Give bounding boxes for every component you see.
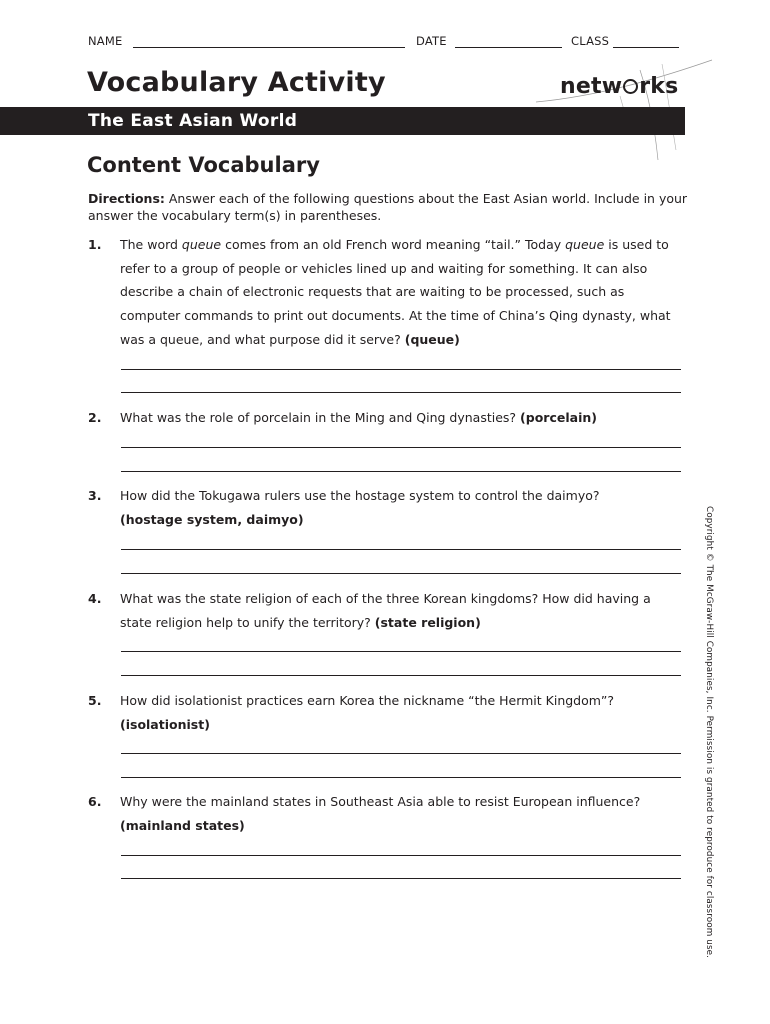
directions-text: Answer each of the following questions about the East Asian world. Include in your answer the vocabulary term(s) in parentheses. [88, 191, 688, 223]
vocab-term: (queue) [404, 331, 460, 347]
question-text: How did isolationist practices earn Korea the nickname “the Hermit Kingdom”? (isolationist) [120, 693, 615, 732]
answer-line[interactable] [121, 369, 681, 370]
question-text: What was the state religion of each of the three Korean kingdoms? How did having a state religion help to unify the territory? (state religion) [120, 591, 651, 630]
question-number: 5. [88, 693, 102, 708]
answer-line[interactable] [121, 471, 681, 472]
vocab-term: (mainland states) [120, 817, 245, 833]
question-number: 6. [88, 794, 102, 809]
class-label: CLASS [571, 34, 610, 48]
name-label: NAME [88, 34, 123, 48]
name-field[interactable] [133, 47, 405, 48]
answer-line[interactable] [121, 878, 681, 879]
directions-label: Directions: [88, 191, 165, 206]
directions [88, 190, 688, 224]
date-field[interactable] [455, 47, 562, 48]
answer-line[interactable] [121, 855, 681, 856]
vocab-term: (hostage system, daimyo) [120, 511, 304, 527]
answer-line[interactable] [121, 651, 681, 652]
question-text: The word queue comes from an old French word meaning “tail.” Today queue is used to refer to a group of people or vehicles lined up and waiting for something. It can also describe a chain of electronic requests that are waiting to be processed, such as computer commands to print out documents. At the time of China’s Qing dynasty, what was a queue, and what purpose did it serve? (queue) [120, 237, 671, 347]
vocab-term: (state religion) [374, 614, 481, 630]
answer-line[interactable] [121, 447, 681, 448]
page-title: Vocabulary Activity [87, 67, 386, 98]
chapter-title: The East Asian World [88, 111, 298, 131]
date-label: DATE [416, 34, 447, 48]
question-number: 3. [88, 488, 102, 503]
question-text: How did the Tokugawa rulers use the hostage system to control the daimyo? (hostage system, daimyo) [120, 488, 600, 527]
answer-line[interactable] [121, 549, 681, 550]
answer-line[interactable] [121, 675, 681, 676]
question-number: 2. [88, 410, 102, 425]
question-number: 1. [88, 237, 102, 252]
question-text: Why were the mainland states in Southeast Asia able to resist European influence? (mainland states) [120, 794, 641, 833]
question-number: 4. [88, 591, 102, 606]
section-title: Content Vocabulary [87, 153, 320, 177]
logo-text-pre: netw [560, 74, 623, 99]
globe-icon [623, 79, 638, 94]
answer-line[interactable] [121, 573, 681, 574]
vocab-term: (isolationist) [120, 716, 210, 732]
vocab-term: (porcelain) [520, 410, 597, 425]
answer-line[interactable] [121, 753, 681, 754]
answer-line[interactable] [121, 392, 681, 393]
networks-logo [560, 74, 678, 99]
answer-line[interactable] [121, 777, 681, 778]
logo-text-post: rks [639, 74, 679, 99]
class-field[interactable] [613, 47, 679, 48]
copyright-notice: Copyright © The McGraw-Hill Companies, Inc. Permission is granted to reproduce for classroom use. [704, 506, 714, 959]
question-text: What was the role of porcelain in the Ming and Qing dynasties? (porcelain) [120, 410, 597, 425]
